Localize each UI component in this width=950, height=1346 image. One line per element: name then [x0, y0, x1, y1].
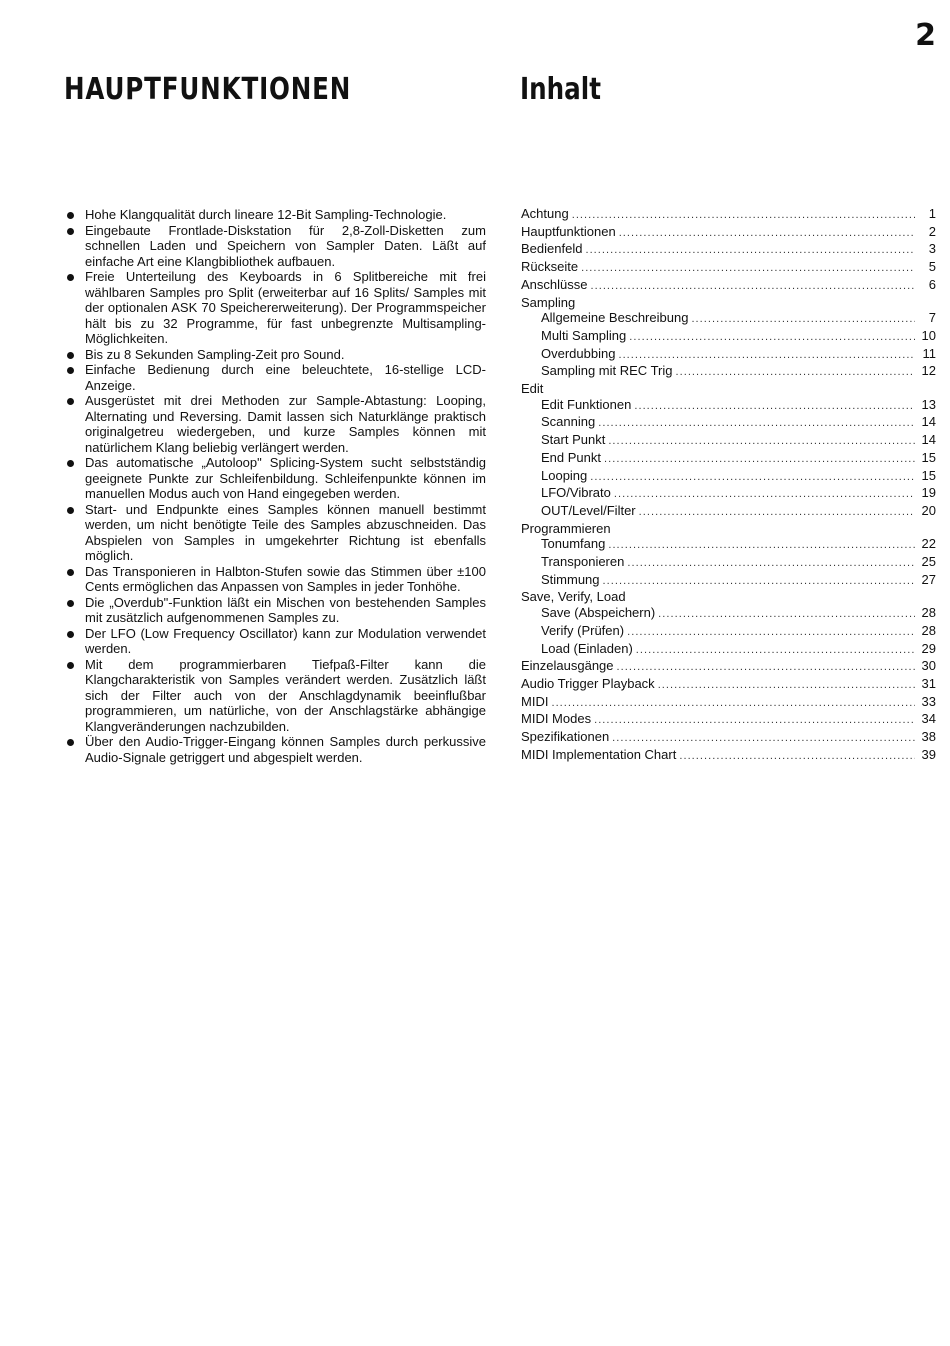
toc-entry [521, 397, 936, 415]
feature-item [64, 564, 486, 595]
toc-entry-page: 30 [921, 658, 936, 674]
toc-entry [521, 485, 936, 503]
toc-entry [521, 259, 936, 277]
toc-entry-page: 10 [921, 327, 936, 343]
toc-entry [521, 536, 936, 554]
toc-entry-page: 13 [921, 396, 936, 412]
toc-dot-leader [618, 348, 915, 364]
feature-text: Start- und Endpunkte eines Samples können manuell bestimmt werden, um nicht benötigte Teile des Samples abzuschneiden. Das Abspielen von Samples in umgekehrter Richtung ist ebenfalls möglich. [85, 501, 486, 563]
toc-entry-label: MIDI Modes [521, 711, 592, 727]
toc-entry-label: Tonumfang [541, 536, 606, 552]
toc-dot-leader [691, 312, 915, 328]
toc-dot-leader [551, 696, 915, 712]
toc-entry [521, 711, 936, 729]
toc-entry-page: 27 [921, 571, 936, 587]
toc-entry-page: 14 [921, 414, 936, 430]
feature-item [64, 347, 486, 363]
toc-entry-page: 15 [921, 449, 936, 465]
feature-item [64, 626, 486, 657]
toc-dot-leader [639, 505, 915, 521]
feature-text: Der LFO (Low Frequency Oscillator) kann zur Modulation verwendet werden. [85, 625, 486, 656]
toc-entry-label: Stimmung [541, 571, 600, 587]
toc-entry-page: 38 [921, 729, 936, 745]
feature-text: Hohe Klangqualität durch lineare 12-Bit Sampling-Technologie. [85, 207, 447, 222]
toc-entry-page: 19 [921, 485, 936, 501]
toc-entry-page: 5 [928, 259, 936, 275]
toc-entry-page: 14 [921, 432, 936, 448]
toc-entry [521, 521, 936, 537]
toc-entry-label: Audio Trigger Playback [521, 675, 655, 691]
toc-entry-page: 20 [921, 502, 936, 518]
toc-heading: Inhalt [520, 72, 601, 107]
feature-text: Einfache Bedienung durch eine beleuchtete, 16-stellige LCD-Anzeige. [85, 362, 486, 393]
toc-dot-leader [603, 574, 915, 590]
toc-entry-page: 22 [921, 536, 936, 552]
feature-text: Bis zu 8 Sekunden Sampling-Zeit pro Sound. [85, 346, 345, 362]
toc-entry-label: Sampling [521, 294, 576, 310]
toc-entry [521, 605, 936, 623]
toc-dot-leader [590, 279, 915, 295]
toc-entry-page: 3 [928, 241, 936, 257]
toc-entry-label: Sampling mit REC Trig [541, 363, 673, 379]
feature-list [64, 207, 486, 765]
toc-entry [521, 729, 936, 747]
toc-entry-label: End Punkt [541, 449, 601, 465]
feature-item [64, 223, 486, 270]
feature-item [64, 269, 486, 347]
toc-dot-leader [608, 434, 915, 450]
bullet-icon [67, 631, 74, 638]
toc-dot-leader [675, 365, 915, 381]
toc-entry [521, 328, 936, 346]
feature-text: Über den Audio-Trigger-Eingang können Samples durch perkussive Audio-Signale getriggert und abgespielt werden. [85, 734, 486, 765]
bullet-icon [67, 398, 74, 405]
features-heading: HAUPTFUNKTIONEN [64, 72, 352, 107]
toc-dot-leader [581, 261, 915, 277]
toc-entry [521, 747, 936, 765]
toc-entry [521, 658, 936, 676]
toc-dot-leader [658, 678, 915, 694]
bullet-icon [67, 274, 74, 281]
feature-item [64, 393, 486, 455]
bullet-icon [67, 352, 74, 359]
feature-text: Mit dem programmierbaren Tiefpaß-Filter kann die Klangcharakteristik von Samples verändert werden. Zusätzlich läßt sich der Filter auch von der Anschlagdynamik beeinflußbar programmieren, um natürliche, von der Anschlagstärke abhängige Klangveränderungen nachzubilden. [85, 656, 486, 734]
toc-dot-leader [679, 749, 915, 765]
toc-entry [521, 503, 936, 521]
toc-entry-label: Edit [521, 381, 544, 397]
toc-entry-label: Programmieren [521, 520, 611, 536]
toc-entry-label: Transponieren [541, 554, 625, 570]
feature-item [64, 595, 486, 626]
toc-entry [521, 381, 936, 397]
page-number: 2 [915, 18, 936, 53]
toc-dot-leader [590, 470, 915, 486]
toc-entry [521, 206, 936, 224]
toc-entry-page: 11 [922, 345, 936, 361]
toc-dot-leader [619, 226, 915, 242]
toc-entry-label: Spezifikationen [521, 729, 610, 745]
toc-entry-label: Achtung [521, 206, 569, 221]
toc-entry [521, 450, 936, 468]
feature-item [64, 502, 486, 564]
toc-dot-leader [614, 487, 915, 503]
toc-dot-leader [585, 243, 915, 259]
toc-entry [521, 676, 936, 694]
toc-entry [521, 641, 936, 659]
table-of-contents [521, 206, 936, 765]
bullet-icon [67, 507, 74, 514]
bullet-icon [67, 460, 74, 467]
feature-item [64, 207, 486, 223]
toc-dot-leader [636, 643, 915, 659]
toc-entry-page: 12 [921, 363, 936, 379]
toc-dot-leader [608, 538, 915, 554]
toc-entry-page: 1 [928, 206, 936, 221]
toc-entry-label: Load (Einladen) [541, 640, 633, 656]
toc-dot-leader [594, 713, 915, 729]
toc-dot-leader [572, 208, 915, 224]
toc-entry [521, 363, 936, 381]
feature-text: Ausgerüstet mit drei Methoden zur Sample-Abtastung: Looping, Alternating und Reversing. Damit lassen sich Naturklänge praktisch originalgetreu wiedergeben, und kurze Samples können mit natürlichem Klang beliebig verlängert werden. [85, 393, 486, 455]
toc-entry-page: 6 [928, 276, 936, 292]
toc-dot-leader [627, 556, 915, 572]
bullet-icon [67, 212, 74, 219]
toc-dot-leader [658, 607, 915, 623]
toc-entry-label: Allgemeine Beschreibung [541, 310, 689, 326]
feature-text: Das automatische „Autoloop" Splicing-System sucht selbstständig geeignete Punkte zur Schleifenbildung. Schleifenpunkte können im manuellen Modus auch von Hand eingegeben werden. [85, 455, 486, 501]
bullet-icon [67, 367, 74, 374]
toc-entry-label: Rückseite [521, 259, 579, 275]
toc-dot-leader [629, 330, 915, 346]
toc-entry-label: OUT/Level/Filter [541, 502, 636, 518]
toc-entry-page: 28 [921, 622, 936, 638]
toc-entry-page: 39 [921, 746, 936, 762]
toc-entry-label: Bedienfeld [521, 241, 583, 257]
bullet-icon [67, 600, 74, 607]
toc-entry-label: Start Punkt [541, 432, 606, 448]
feature-text: Das Transponieren in Halbton-Stufen sowie das Stimmen über ±100 Cents ermöglichen das Anpassen von Samples in jeder Tonhöhe. [85, 563, 486, 594]
bullet-icon [67, 228, 74, 235]
feature-item [64, 362, 486, 393]
toc-entry-label: Anschlüsse [521, 276, 588, 292]
toc-dot-leader [598, 416, 915, 432]
toc-entry-page: 29 [921, 640, 936, 656]
feature-item [64, 734, 486, 765]
toc-entry-label: Hauptfunktionen [521, 223, 616, 239]
toc-entry-label: MIDI Implementation Chart [521, 746, 677, 762]
toc-entry-label: Edit Funktionen [541, 396, 632, 412]
toc-entry [521, 589, 936, 605]
feature-text: Freie Unterteilung des Keyboards in 6 Splitbereiche mit frei wählbaren Samples pro Split (erweiterbar auf 16 Splits/ Samples mit der optionalen ASK 70 Speichererweiterung). Der Programmspeicher hält bis zu 32 Programme, für fast unbegrenzte Multisampling-Möglichkeiten. [85, 269, 486, 346]
toc-dot-leader [604, 452, 915, 468]
toc-entry-label: Looping [541, 467, 588, 483]
bullet-icon [67, 739, 74, 746]
toc-entry [521, 572, 936, 590]
toc-entry [521, 295, 936, 311]
toc-entry [521, 468, 936, 486]
toc-entry-page: 33 [921, 693, 936, 709]
toc-entry-page: 28 [921, 605, 936, 621]
bullet-icon [67, 569, 74, 576]
feature-item [64, 455, 486, 502]
toc-entry [521, 432, 936, 450]
toc-entry [521, 554, 936, 572]
toc-entry [521, 224, 936, 242]
feature-item [64, 657, 486, 735]
toc-dot-leader [627, 625, 915, 641]
toc-entry [521, 414, 936, 432]
toc-entry-label: Save, Verify, Load [521, 589, 626, 605]
toc-dot-leader [634, 399, 915, 415]
toc-entry-label: Verify (Prüfen) [541, 622, 625, 638]
toc-dot-leader [617, 660, 915, 676]
toc-entry [521, 310, 936, 328]
toc-entry-page: 31 [921, 675, 936, 691]
toc-entry-label: Scanning [541, 414, 596, 430]
toc-entry [521, 277, 936, 295]
toc-entry-page: 2 [928, 223, 936, 239]
toc-entry-page: 15 [921, 467, 936, 483]
toc-entry [521, 346, 936, 364]
toc-dot-leader [612, 731, 915, 747]
toc-entry-page: 34 [921, 711, 936, 727]
bullet-icon [67, 662, 74, 669]
toc-entry-label: Save (Abspeichern) [541, 605, 656, 621]
toc-entry [521, 623, 936, 641]
toc-entry [521, 241, 936, 259]
toc-entry-page: 25 [921, 554, 936, 570]
toc-entry-label: Einzelausgänge [521, 658, 614, 674]
toc-entry-label: MIDI [521, 693, 549, 709]
toc-entry-label: Overdubbing [541, 345, 616, 361]
feature-text: Eingebaute Frontlade-Diskstation für 2,8-Zoll-Disketten zum schnellen Laden und Speichern von Sampler Daten. Läßt auf einfache Art eine Klangbibliothek aufbauen. [85, 222, 486, 269]
toc-entry [521, 694, 936, 712]
toc-entry-page: 7 [928, 310, 936, 326]
feature-text: Die „Overdub"-Funktion läßt ein Mischen von bestehenden Samples mit zusätzlich aufgenommenen Samples zu. [85, 594, 486, 625]
toc-entry-label: LFO/Vibrato [541, 485, 611, 501]
toc-entry-label: Multi Sampling [541, 327, 627, 343]
